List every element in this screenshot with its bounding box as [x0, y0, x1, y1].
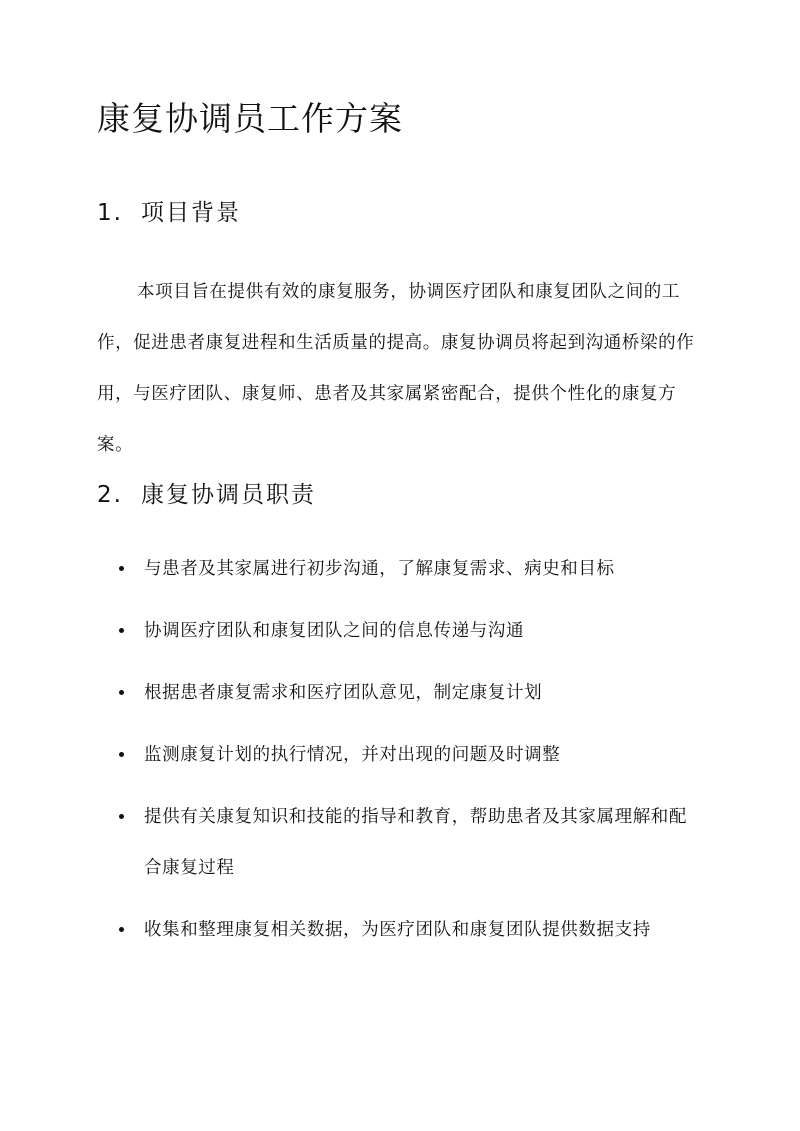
bullet-icon: [119, 927, 124, 932]
list-item: [97, 668, 701, 719]
list-item-text: 收集和整理康复相关数据，为医疗团队和康复团队提供数据支持: [144, 920, 651, 940]
section-number: 2.: [97, 482, 123, 508]
bullet-icon: [119, 628, 124, 633]
section-title: 康复协调员职责: [141, 482, 316, 508]
list-item: [97, 792, 701, 894]
document-title: 康复协调员工作方案: [97, 99, 403, 138]
bullet-icon: [119, 814, 124, 819]
bullet-icon: [119, 690, 124, 695]
bullet-icon: [119, 566, 124, 571]
list-item-text: 提供有关康复知识和技能的指导和教育，帮助患者及其家属理解和配合康复过程: [144, 807, 687, 878]
list-item-text: 监测康复计划的执行情况，并对出现的问题及时调整: [144, 745, 561, 765]
list-item-text: 根据患者康复需求和医疗团队意见，制定康复计划: [144, 683, 543, 703]
responsibilities-list: [97, 544, 701, 967]
section-title: 项目背景: [141, 200, 241, 226]
list-item: [97, 730, 701, 781]
list-item: [97, 606, 701, 657]
list-item-text: 与患者及其家属进行初步沟通，了解康复需求、病史和目标: [144, 559, 615, 579]
list-item: [97, 905, 701, 956]
section-heading-responsibilities: [97, 478, 316, 512]
section-heading-background: [97, 196, 241, 230]
list-item-text: 协调医疗团队和康复团队之间的信息传递与沟通: [144, 621, 525, 641]
section-number: 1.: [97, 200, 123, 226]
background-paragraph: 本项目旨在提供有效的康复服务，协调医疗团队和康复团队之间的工作，促进患者康复进程和生活质量的提高。康复协调员将起到沟通桥梁的作用，与医疗团队、康复师、患者及其家属紧密配合，提供个性化的康复方案。: [97, 282, 695, 455]
list-item: [97, 544, 701, 595]
bullet-icon: [119, 752, 124, 757]
